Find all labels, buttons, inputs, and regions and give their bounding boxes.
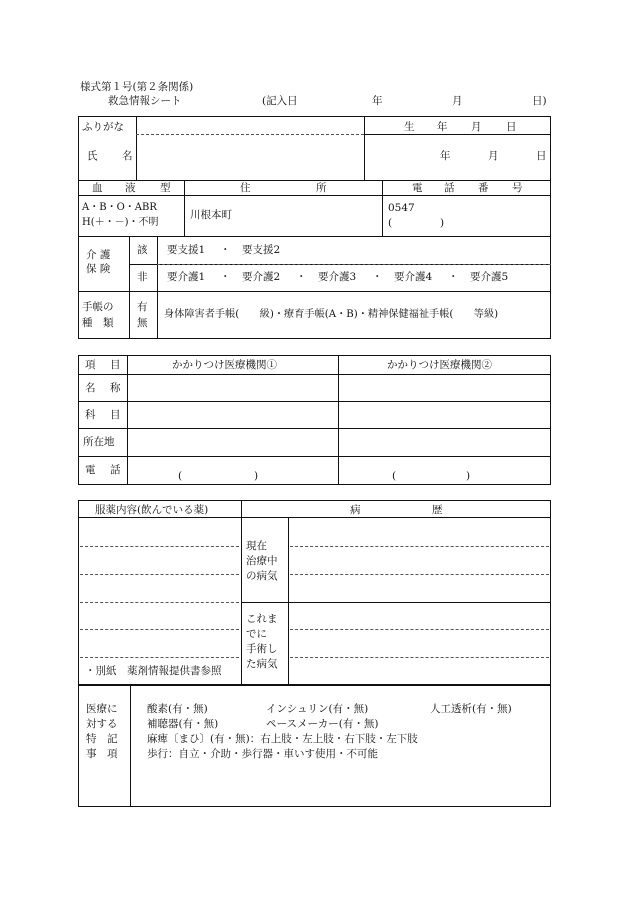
- entry-year: 年: [372, 95, 383, 107]
- current-illness-label-3: の病気: [246, 570, 278, 582]
- care-separator-2: ・: [296, 271, 307, 283]
- past-surgery-label-2: でに: [246, 628, 267, 640]
- phone-header-3: 番: [478, 182, 489, 194]
- clinic-1-phone-open: (: [178, 470, 183, 482]
- birth-label-1: 生: [404, 121, 415, 133]
- blood-type-options-2: H(＋・－)・不明: [82, 217, 159, 228]
- name-label-1: 氏: [87, 150, 98, 162]
- handbook-yes: 有: [137, 301, 148, 313]
- entry-date-label: (記入日: [262, 95, 298, 107]
- phone-paren-open: (: [388, 217, 393, 229]
- care-separator-3: ・: [372, 271, 383, 283]
- phone-paren-close: ): [440, 217, 445, 229]
- care-level-3: 要介護3: [318, 271, 357, 283]
- clinic-row-dept-1: 科: [85, 409, 96, 421]
- special-label-1: 医療に: [86, 703, 118, 715]
- past-surgery-label-1: これま: [246, 613, 278, 625]
- clinic-row-address: 所在地: [83, 436, 115, 448]
- address-header-1: 住: [240, 182, 251, 194]
- support-separator: ・: [220, 244, 231, 256]
- phone-header-2: 話: [444, 182, 455, 194]
- dialysis-item: 人工透析(有・無): [430, 703, 512, 715]
- clinic-row-name-1: 名: [85, 382, 96, 394]
- clinic-row-name-2: 称: [110, 382, 121, 394]
- clinic-1-header: かかりつけ医療機関①: [172, 359, 277, 371]
- care-separator-4: ・: [448, 271, 459, 283]
- pacemaker-item: ペースメーカー(有・無): [266, 718, 379, 730]
- birth-label-4: 日: [506, 121, 517, 133]
- birth-year-field: 年: [440, 150, 451, 162]
- entry-day: 日): [532, 95, 547, 107]
- care-level-4: 要介護4: [394, 271, 433, 283]
- insulin-item: インシュリン(有・無): [266, 703, 369, 715]
- furigana-label: ふりがな: [82, 121, 124, 133]
- name-label-2: 名: [122, 150, 133, 162]
- history-header-2: 歴: [432, 504, 443, 516]
- birth-day-field: 日: [536, 150, 547, 162]
- paralysis-item: 麻痺〔まひ〕(有・無)：右上肢・左上肢・右下肢・左下肢: [147, 733, 418, 745]
- clinic-1-phone-close: ): [254, 470, 259, 482]
- past-surgery-label-3: 手術し: [246, 643, 278, 655]
- medicine-footer: ・別紙 薬剤情報提供書参照: [85, 665, 222, 677]
- birth-label-3: 月: [471, 121, 482, 133]
- clinic-item-header-2: 目: [110, 359, 121, 371]
- birth-label-2: 年: [437, 121, 448, 133]
- support-level-1: 要支援1: [167, 244, 206, 256]
- walking-item: 歩行：自立・介助・歩行器・車いす使用・不可能: [147, 748, 378, 760]
- blood-type-options-1: A・B・O・ABR: [82, 202, 157, 213]
- blood-header-1: 血: [92, 182, 103, 194]
- clinic-row-phone-2: 話: [110, 464, 121, 476]
- hearing-aid-item: 補聴器(有・無): [147, 718, 219, 730]
- handbook-types: 身体障害者手帳( 級)・療育手帳(A・B)・精神保健福祉手帳( 等級): [164, 309, 499, 320]
- special-label-3: 特 記: [86, 733, 118, 745]
- clinic-item-header-1: 項: [85, 359, 96, 371]
- special-label-2: 対する: [86, 718, 118, 730]
- care-level-2: 要介護2: [242, 271, 281, 283]
- handbook-label-2: 種 類: [82, 317, 114, 329]
- oxygen-item: 酸素(有・無): [147, 703, 208, 715]
- care-level-1: 要介護1: [167, 271, 206, 283]
- medicine-header: 服薬内容(飲んでいる薬): [95, 504, 209, 516]
- current-illness-label-2: 治療中: [246, 555, 278, 567]
- blood-header-2: 液: [125, 182, 136, 194]
- clinic-2-phone-close: ): [466, 470, 471, 482]
- phone-header-4: 号: [512, 182, 523, 194]
- entry-month: 月: [452, 95, 463, 107]
- phone-header-1: 電: [412, 182, 423, 194]
- care-label-1: 介 護: [86, 249, 111, 261]
- support-level-2: 要支援2: [242, 244, 281, 256]
- blood-header-3: 型: [160, 182, 171, 194]
- care-not-applies: 非: [137, 271, 148, 283]
- clinic-row-dept-2: 目: [110, 409, 121, 421]
- special-label-4: 事 項: [86, 748, 118, 760]
- phone-value: 0547: [388, 202, 415, 214]
- care-label-2: 保 険: [86, 263, 111, 275]
- care-applies: 該: [137, 244, 148, 256]
- sheet-title: 救急情報シート: [108, 95, 182, 107]
- clinic-row-phone-1: 電: [85, 464, 96, 476]
- clinic-2-header: かかりつけ医療機関②: [387, 359, 492, 371]
- clinic-2-phone-open: (: [392, 470, 397, 482]
- past-surgery-label-4: た病気: [246, 658, 278, 670]
- handbook-no: 無: [137, 317, 148, 329]
- address-header-2: 所: [316, 182, 327, 194]
- current-illness-label-1: 現在: [246, 540, 267, 552]
- birth-month-field: 月: [488, 150, 499, 162]
- care-level-5: 要介護5: [470, 271, 509, 283]
- history-header-1: 病: [350, 504, 361, 516]
- address-value: 川根本町: [190, 209, 232, 221]
- handbook-label-1: 手帳の: [82, 301, 114, 313]
- form-number: 様式第１号(第２条関係): [80, 81, 194, 93]
- care-separator-1: ・: [220, 271, 231, 283]
